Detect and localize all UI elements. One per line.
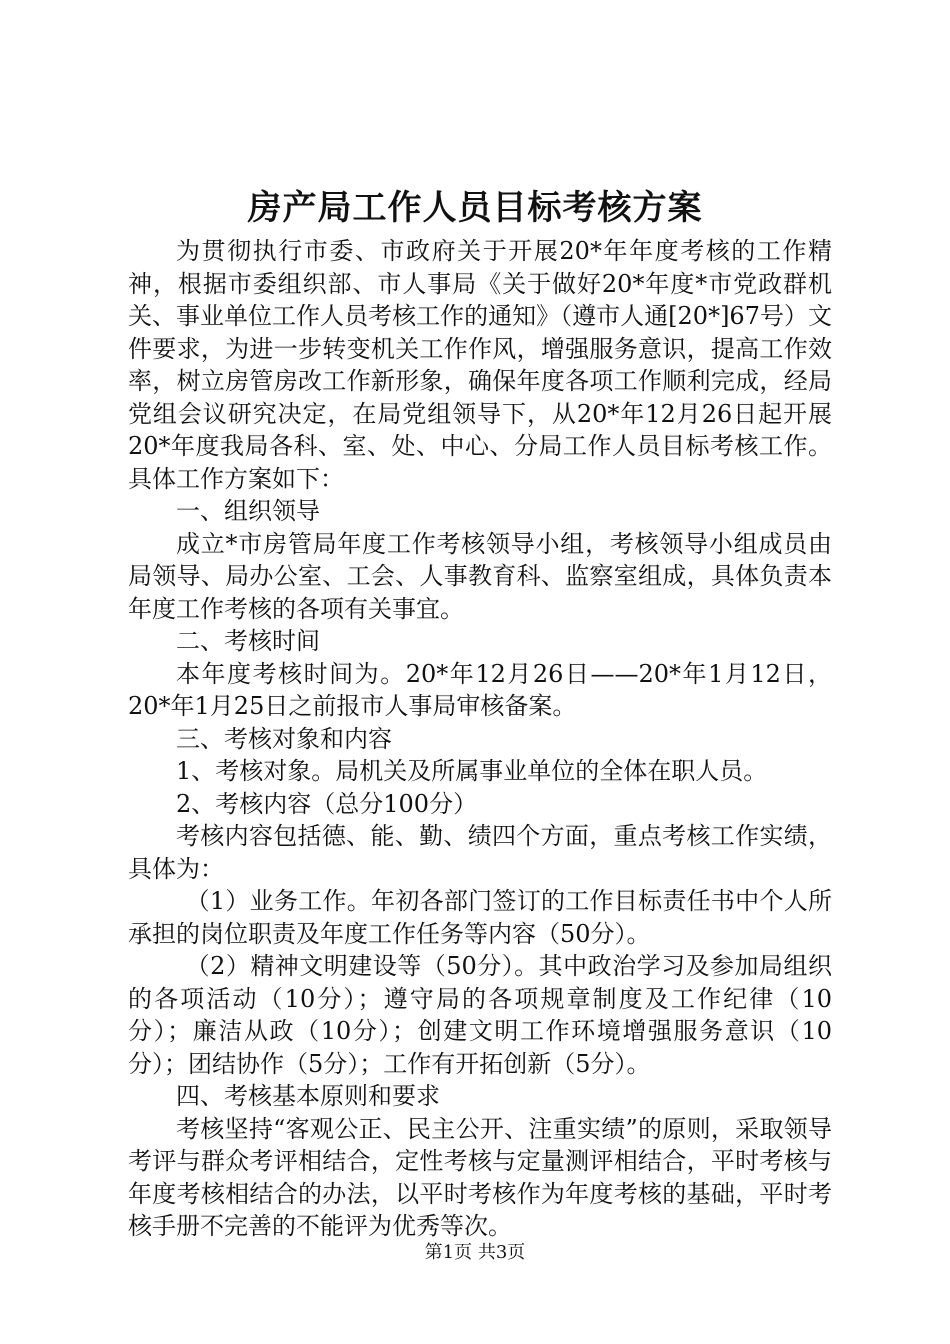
targets-paragraph: 1、考核对象。局机关及所属事业单位的全体在职人员。 [176,757,768,785]
section-heading-organization: 一、组织领导 [176,497,320,525]
business-work-paragraph: （1）业务工作。年初各部门签订的工作目标责任书中个人所承担的岗位职责及年度工作任务等内容（50分）。 [128,887,832,948]
content-heading: 2、考核内容（总分100分） [176,789,478,818]
page-number: 第1页 共3页 [424,1242,526,1263]
organization-paragraph: 成立*市房管局年度工作考核领导小组，考核领导小组成员由局领导、局办公室、工会、人事教育科、监察室组成，具体负责本年度工作考核的各项有关事宜。 [128,529,832,623]
section-heading-principles: 四、考核基本原则和要求 [176,1082,440,1110]
principles-paragraph: 考核坚持“客观公正、民主公开、注重实绩”的原则，采取领导考评与群众考评相结合，定性考核与定量测评相结合，平时考核与年度考核相结合的办法，以平时考核作为年度考核的基础，平时考核手册不完善的不能评为优秀等次。 [128,1114,832,1240]
section-heading-time: 二、考核时间 [176,627,320,655]
content-overview-paragraph: 考核内容包括德、能、勤、绩四个方面，重点考核工作实绩，具体为： [128,822,832,883]
intro-paragraph: 为贯彻执行市委、市政府关于开展20*年年度考核的工作精神，根据市委组织部、市人事局《关于做好20*年度*市党政群机关、事业单位工作人员考核工作的通知》（遵市人通[20*]67号）文件要求，为进一步转变机关工作作风，增强服务意识，提高工作效率，树立房管房改工作新形象，确保年度各项工作顺利完成，经局党组会议研究决定，在局党组领导下，从20*年12月26日起开展20*年度我局各科、室、处、中心、分局工作人员目标考核工作。具体工作方案如下： [128,237,832,493]
document-body [128,235,832,1243]
civilization-paragraph: （2）精神文明建设等（50分）。其中政治学习及参加局组织的各项活动（10分）；遵守局的各项规章制度及工作纪律（10分）；廉洁从政（10分）；创建文明工作环境增强服务意识（10分）；团结协作（5分）；工作有开拓创新（5分）。 [128,952,832,1078]
document-title: 房产局工作人员目标考核方案 [247,188,703,228]
time-paragraph: 本年度考核时间为。20*年12月26日——20*年1月12日，20*年1月25日之前报市人事局审核备案。 [128,659,832,720]
section-heading-targets: 三、考核对象和内容 [176,724,392,753]
